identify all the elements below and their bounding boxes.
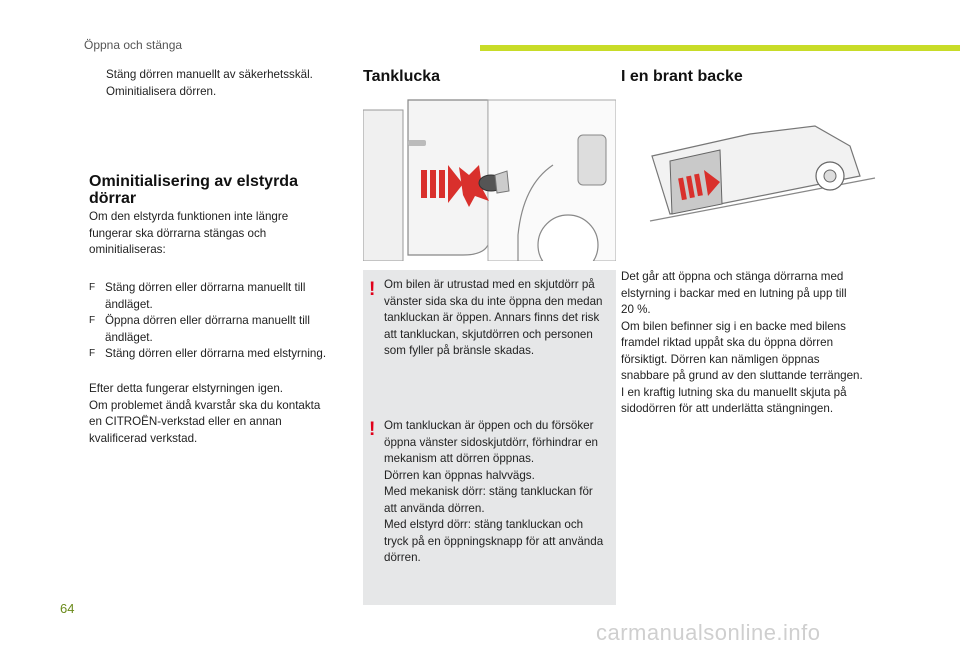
bullet-line: Stäng dörren eller dörrarna med elstyrning.	[105, 347, 327, 360]
paragraph-line: försiktigt. Dörren kan nämligen öppnas	[621, 352, 820, 366]
warning-line: Om bilen är utrustad med en skjutdörr på	[384, 278, 595, 291]
reinit-closing-paragraph	[89, 381, 320, 447]
paragraph-line: Efter detta fungerar elstyrningen igen.	[89, 382, 283, 395]
reinit-heading	[89, 173, 298, 207]
warning-line: Dörren kan öppnas halvvägs.	[384, 468, 535, 482]
bullet-line: Öppna dörren eller dörrarna manuellt till	[105, 314, 310, 327]
bullet-line: Stäng dörren eller dörrarna manuellt till	[105, 281, 306, 294]
paragraph-line: Om bilen befinner sig i en backe med bilens	[621, 319, 846, 333]
warning-line: tryck på en öppningsknapp för att använda	[384, 534, 604, 548]
list-item	[89, 346, 359, 363]
paragraph-line: Om problemet ändå kvarstår ska du kontakta	[89, 398, 321, 412]
warning-line: öppna vänster sidoskjutdörr, förhindrar en	[384, 435, 598, 449]
warning-line: vänster sida ska du inte öppna den medan	[384, 294, 603, 308]
warning-line: dörren.	[384, 551, 421, 564]
fuel-flap-heading: Tanklucka	[363, 68, 441, 85]
paragraph-line: Om den elstyrda funktionen inte längre	[89, 210, 289, 223]
fuel-flap-illustration	[363, 95, 616, 261]
paragraph-line: framdel riktad uppåt ska du öppna dörren	[621, 336, 834, 349]
paragraph-line: en CITROËN-verkstad eller en annan	[89, 415, 282, 428]
paragraph-line: ominitialiseras:	[89, 243, 166, 256]
section-title: Öppna och stänga	[84, 38, 183, 52]
heading-line: dörrar	[89, 190, 137, 207]
bullet-line: ändläget.	[105, 330, 153, 344]
steep-slope-heading: I en brant backe	[621, 68, 743, 85]
list-item	[89, 313, 359, 346]
intro-line: Stäng dörren manuellt av säkerhetsskäl.	[106, 68, 313, 81]
header-accent-bar	[480, 45, 960, 51]
slope-illustration	[640, 116, 880, 226]
paragraph-line: elstyrning i backar med en lutning på upp till	[621, 286, 847, 300]
warning-text-2	[384, 418, 616, 567]
heading-line: Ominitialisering av elstyrda	[89, 173, 298, 190]
warning-line: som fyller på bränsle skadas.	[384, 344, 535, 357]
bullet-marker: F	[89, 282, 96, 293]
paragraph-line: 20 %.	[621, 303, 651, 316]
reinit-paragraph	[89, 209, 288, 259]
bullet-marker: F	[89, 315, 96, 326]
warning-line: tankluckan är öppen. Annars finns det risk	[384, 311, 600, 324]
warning-icon: !	[369, 279, 376, 300]
steep-slope-paragraph	[621, 269, 863, 418]
paragraph-line: kvalificerad verkstad.	[89, 431, 198, 445]
warning-line: Med elstyrd dörr: stäng tankluckan och	[384, 518, 584, 531]
list-item	[89, 280, 359, 313]
warning-icon: !	[369, 419, 376, 440]
warnings-panel	[363, 270, 616, 605]
bullet-marker: F	[89, 348, 96, 359]
warning-line: att tankluckan, skjutdörren och personen	[384, 327, 593, 341]
page-number: 64	[60, 601, 75, 616]
intro-line: Ominitialisera dörren.	[106, 84, 217, 98]
warning-line: mekanism att dörren öppnas.	[384, 452, 535, 465]
warning-line: Om tankluckan är öppen och du försöker	[384, 419, 594, 432]
paragraph-line: sidodörren för att underlätta stängningen.	[621, 402, 834, 415]
warning-text-1	[384, 277, 616, 360]
paragraph-line: snabbare på grund av den sluttande terrängen.	[621, 369, 863, 382]
reinit-bullet-list	[89, 280, 359, 363]
paragraph-line: I en kraftig lutning ska du manuellt skjuta på	[621, 385, 847, 399]
paragraph-line: Det går att öppna och stänga dörrarna med	[621, 270, 844, 283]
paragraph-line: fungerar ska dörrarna stängas och	[89, 226, 267, 240]
watermark-text: carmanualsonline.info	[596, 620, 821, 645]
bullet-line: ändläget.	[105, 297, 153, 311]
intro-text	[106, 67, 313, 100]
warning-line: att använda dörren.	[384, 501, 485, 515]
warning-line: Med mekanisk dörr: stäng tankluckan för	[384, 485, 593, 498]
